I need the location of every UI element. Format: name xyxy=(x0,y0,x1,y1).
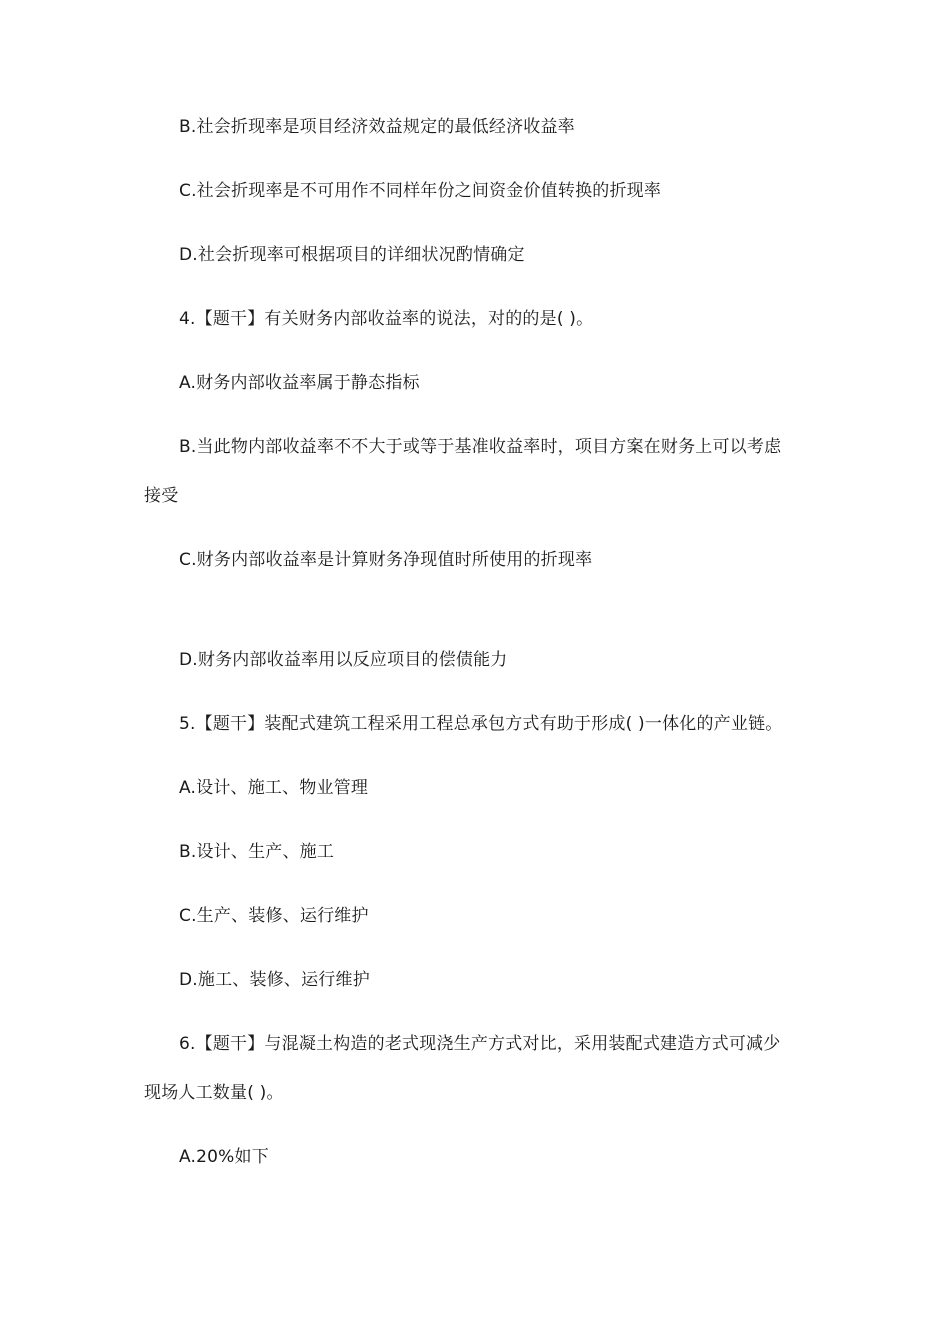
option-5d: D.施工、装修、运行维护 xyxy=(179,970,370,990)
question-6-stem: 6.【题干】与混凝土构造的老式现浇生产方式对比，采用装配式建造方式可减少 xyxy=(179,1034,781,1054)
option-5b: B.设计、生产、施工 xyxy=(179,842,335,862)
option-4d: D.财务内部收益率用以反应项目的偿债能力 xyxy=(179,650,508,670)
option-4c: C.财务内部收益率是计算财务净现值时所使用的折现率 xyxy=(179,550,593,570)
option-3d: D.社会折现率可根据项目的详细状况酌情确定 xyxy=(179,245,525,265)
option-3b: B.社会折现率是项目经济效益规定的最低经济收益率 xyxy=(179,117,575,137)
question-4-stem: 4.【题干】有关财务内部收益率的说法，对的的是( )。 xyxy=(179,309,594,329)
question-6-stem-continued: 现场人工数量( )。 xyxy=(144,1083,284,1103)
question-5-stem: 5.【题干】装配式建筑工程采用工程总承包方式有助于形成( )一体化的产业链。 xyxy=(179,714,783,734)
option-5c: C.生产、装修、运行维护 xyxy=(179,906,369,926)
option-4a: A.财务内部收益率属于静态指标 xyxy=(179,373,420,393)
option-4b-continued: 接受 xyxy=(144,486,179,506)
option-3c: C.社会折现率是不可用作不同样年份之间资金价值转换的折现率 xyxy=(179,181,662,201)
option-5a: A.设计、施工、物业管理 xyxy=(179,778,369,798)
option-6a: A.20%如下 xyxy=(179,1147,269,1167)
option-4b: B.当此物内部收益率不不大于或等于基准收益率时，项目方案在财务上可以考虑 xyxy=(179,437,782,457)
